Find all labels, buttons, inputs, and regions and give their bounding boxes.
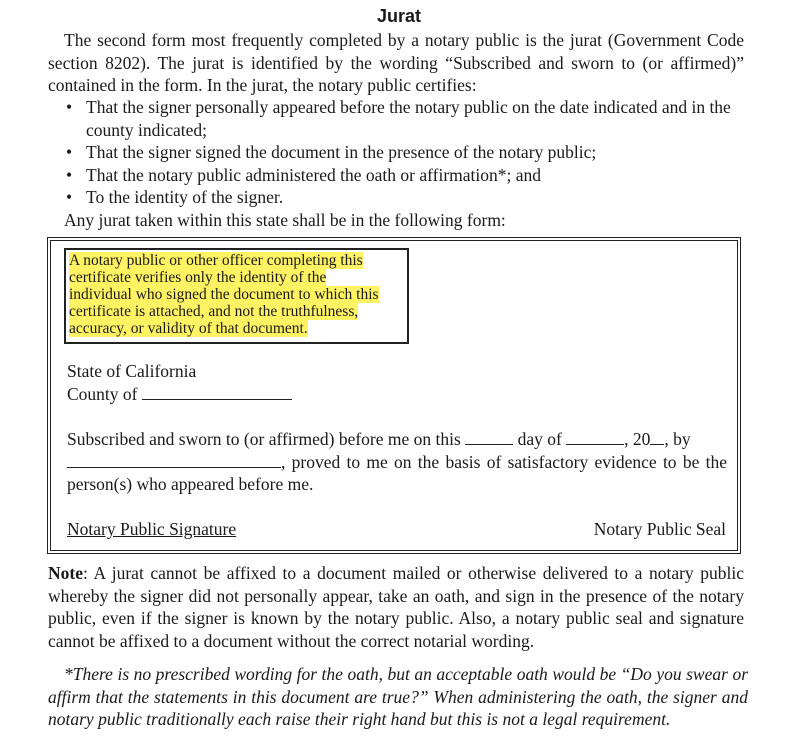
month-blank	[566, 428, 624, 445]
bullet-icon: •	[66, 97, 73, 117]
county-blank	[142, 383, 292, 400]
note-text: : A jurat cannot be affixed to a document mailed or otherwise delivered to a notary public whereby the signer did not personally appear, take an oath, and sign in the presence of the notary public, even if the signer is known by the notary public. Also, a notary public seal and signature cannot be affixed to a document without the correct notarial wording.	[48, 563, 744, 651]
year-blank	[650, 428, 664, 445]
oath-footnote: *There is no prescribed wording for the oath, but an acceptable oath would be “Do you swear or affirm that the statements in this document are true?” When administering the oath, the signer and notary public traditionally each raise their right hand but this is not a legal requirement.	[48, 664, 748, 729]
subscribed-text: , by	[664, 429, 691, 449]
day-blank	[465, 428, 513, 445]
signer-name-blank	[67, 451, 281, 468]
subscribed-text: Subscribed and sworn to (or affirmed) before me on this	[67, 429, 461, 449]
list-item	[48, 96, 758, 141]
subscribed-statement	[67, 428, 727, 496]
list-item	[48, 186, 758, 209]
notice-line: accuracy, or validity of that document.	[69, 320, 308, 337]
notice-line: certificate is attached, and not the truthfulness,	[69, 303, 359, 320]
bullet-icon: •	[66, 164, 73, 185]
notice-line: A notary public or other officer completing this	[69, 252, 363, 269]
list-item-text: To the identity of the signer.	[86, 187, 284, 207]
note-label: Note	[48, 563, 83, 583]
bullet-icon: •	[66, 187, 73, 207]
certification-list	[48, 96, 758, 209]
list-item-text: That the notary public administered the oath or affirmation*; and	[86, 164, 542, 185]
notary-signature-label: Notary Public Signature	[67, 519, 237, 539]
verification-notice-box	[64, 248, 409, 344]
form-lead-text: Any jurat taken within this state shall be in the following form:	[64, 210, 506, 230]
list-item-text: That the signer signed the document in the presence of the notary public;	[86, 142, 597, 162]
list-item	[48, 164, 758, 187]
notice-line: certificate verifies only the identity of the	[69, 269, 327, 286]
notice-line: individual who signed the document to which this	[69, 286, 379, 303]
county-label: County of	[67, 384, 138, 404]
bullet-icon: •	[66, 142, 73, 162]
subscribed-text: , 20	[624, 429, 651, 449]
notary-seal-label: Notary Public Seal	[593, 519, 726, 539]
list-item-text: That the signer personally appeared before the notary public on the date indicated and in the county indicated;	[86, 97, 731, 140]
county-line	[67, 383, 292, 406]
section-heading: Jurat	[376, 6, 421, 26]
subscribed-text: , proved to me on the basis of satisfactory evidence to be the person(s) who appeared before me.	[67, 451, 727, 494]
state-line: State of California	[67, 361, 197, 381]
list-item	[48, 141, 758, 164]
note-paragraph	[48, 562, 744, 652]
subscribed-text: day of	[517, 429, 562, 449]
intro-paragraph: The second form most frequently completed by a notary public is the jurat (Government Code section 8202). The jurat is identified by the wording “Subscribed and sworn to (or affirmed)” contained in the form. In the jurat, the notary public certifies:	[48, 30, 744, 95]
